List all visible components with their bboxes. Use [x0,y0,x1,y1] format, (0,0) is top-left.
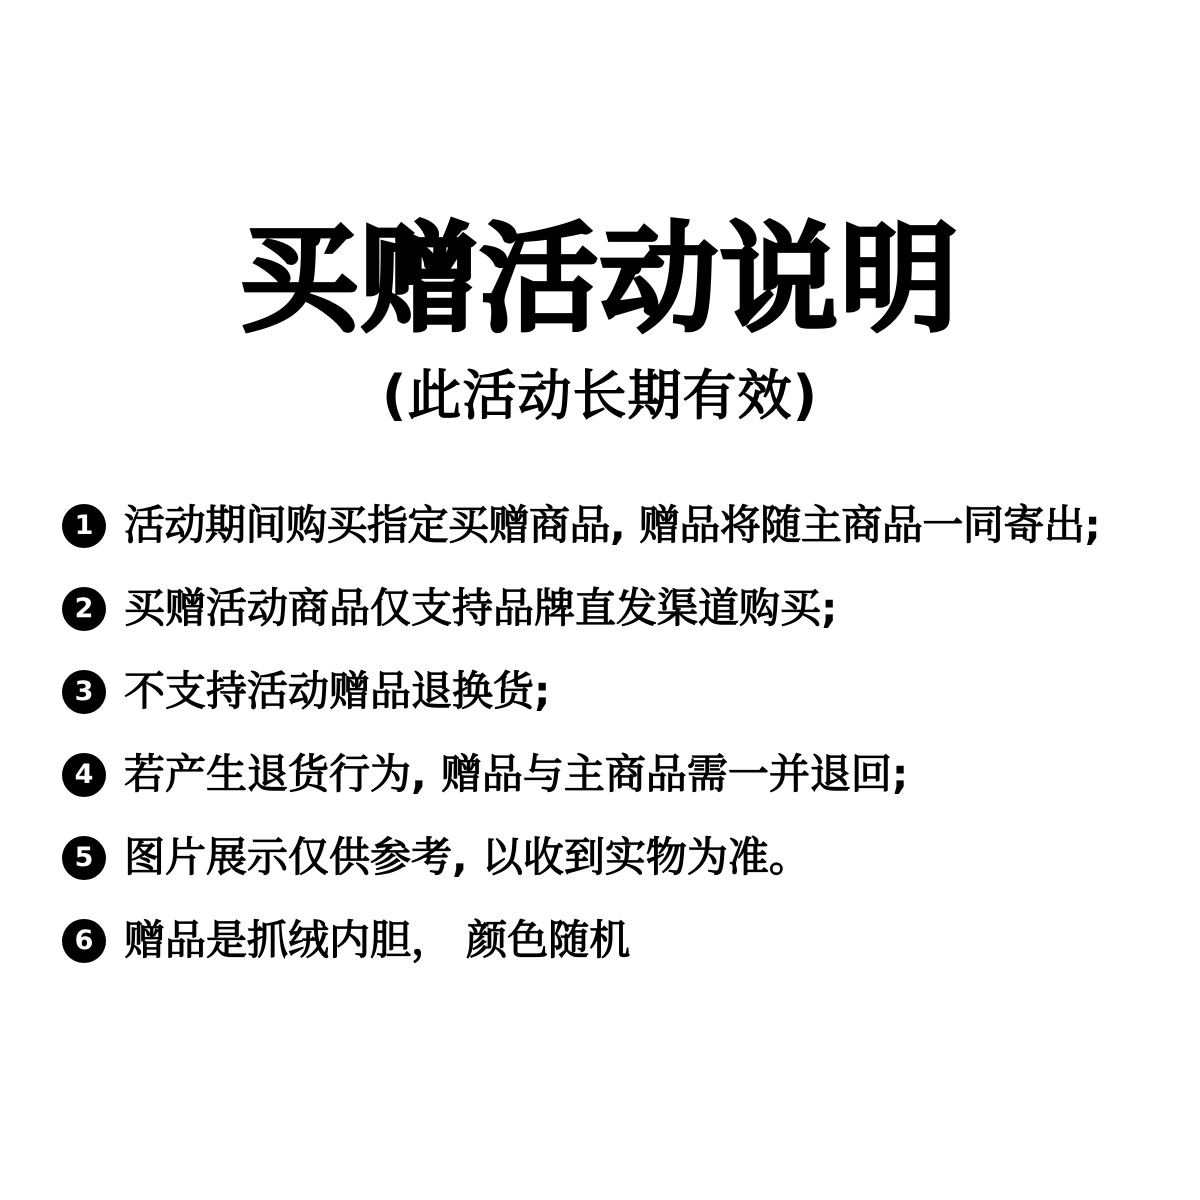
rule-number-badge: 4 [62,753,106,797]
list-item [62,749,1152,799]
rule-number-badge: 2 [62,587,106,631]
rule-text: 活动期间购买指定买赠商品, 赠品将随主商品一同寄出; [124,501,1101,549]
rule-number-badge: 6 [62,919,106,963]
rule-number-badge: 3 [62,670,106,714]
rule-text: 不支持活动赠品退换货; [124,667,551,716]
heading-block [0,210,1200,429]
list-item [62,915,1152,965]
list-item [62,666,1152,716]
list-item [62,832,1152,882]
list-item [62,583,1152,633]
rule-text: 买赠活动商品仅支持品牌直发渠道购买; [124,584,838,633]
rule-text: 若产生退货行为, 赠品与主商品需一并退回; [124,750,909,799]
page-subtitle: (此活动长期有效) [381,363,819,427]
rules-list [62,500,1152,998]
list-item [62,500,1152,550]
rule-text: 赠品是抓绒内胆， 颜色随机 [124,916,631,965]
rule-number-badge: 5 [62,836,106,880]
rule-text: 图片展示仅供参考, 以收到实物为准。 [124,833,810,882]
page-title: 买赠活动说明 [239,210,960,348]
rule-number-badge: 1 [62,504,106,548]
